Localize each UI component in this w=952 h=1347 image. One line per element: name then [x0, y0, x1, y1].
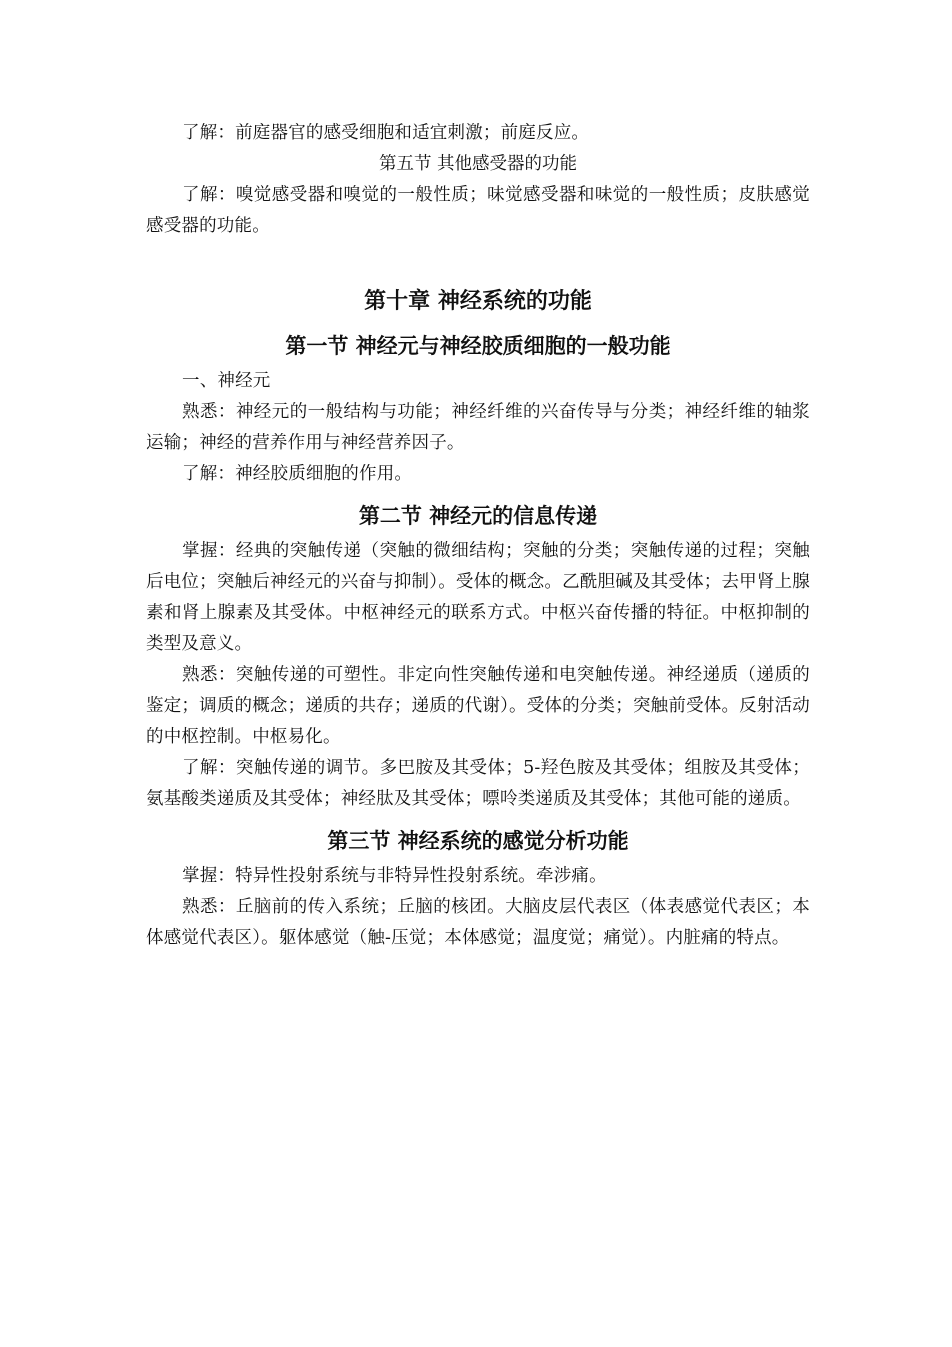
- section-3-title: 第三节 神经系统的感觉分析功能: [327, 828, 629, 853]
- paragraph-s3-master: 掌握：特异性投射系统与非特异性投射系统。牵涉痛。: [182, 866, 607, 886]
- paragraph-s1-understand: 了解：神经胶质细胞的作用。: [182, 464, 413, 484]
- paragraph-other-receptors-understand: 了解：嗅觉感受器和嗅觉的一般性质；味觉感受器和味觉的一般性质；皮肤感觉感受器的功能。: [146, 185, 810, 236]
- paragraph-vestibular-understand: 了解：前庭器官的感受细胞和适宜刺激；前庭反应。: [182, 123, 590, 143]
- paragraph-s2-master: 掌握：经典的突触传递（突触的微细结构；突触的分类；突触传递的过程；突触后电位；突触后神经元的兴奋与抑制）。受体的概念。乙酰胆碱及其受体；去甲肾上腺素和肾上腺素及其受体。中枢神经元的联系方式。中枢兴奋传播的特征。中枢抑制的类型及意义。: [146, 541, 810, 654]
- subheading-neuron: 一、神经元: [182, 371, 271, 391]
- paragraph-s2-understand: 了解：突触传递的调节。多巴胺及其受体；5-羟色胺及其受体；组胺及其受体；氨基酸类递质及其受体；神经肽及其受体；嘌呤类递质及其受体；其他可能的递质。: [146, 758, 810, 809]
- section-2-title: 第二节 神经元的信息传递: [358, 503, 598, 528]
- section-5-title: 第五节 其他感受器的功能: [378, 154, 578, 174]
- paragraph-s2-familiar: 熟悉：突触传递的可塑性。非定向性突触传递和电突触传递。神经递质（递质的鉴定；调质的概念；递质的共存；递质的代谢）。受体的分类；突触前受体。反射活动的中枢控制。中枢易化。: [146, 665, 810, 747]
- spacer: [146, 242, 810, 282]
- paragraph-s1-familiar: 熟悉：神经元的一般结构与功能；神经纤维的兴奋传导与分类；神经纤维的轴浆运输；神经的营养作用与神经营养因子。: [146, 402, 810, 453]
- document-page: [146, 118, 810, 954]
- paragraph-s3-familiar: 熟悉：丘脑前的传入系统；丘脑的核团。大脑皮层代表区（体表感觉代表区；本体感觉代表区）。躯体感觉（触-压觉；本体感觉；温度觉；痛觉）。内脏痛的特点。: [146, 897, 810, 948]
- chapter-10-title: 第十章 神经系统的功能: [364, 289, 592, 314]
- section-1-title: 第一节 神经元与神经胶质细胞的一般功能: [285, 333, 671, 358]
